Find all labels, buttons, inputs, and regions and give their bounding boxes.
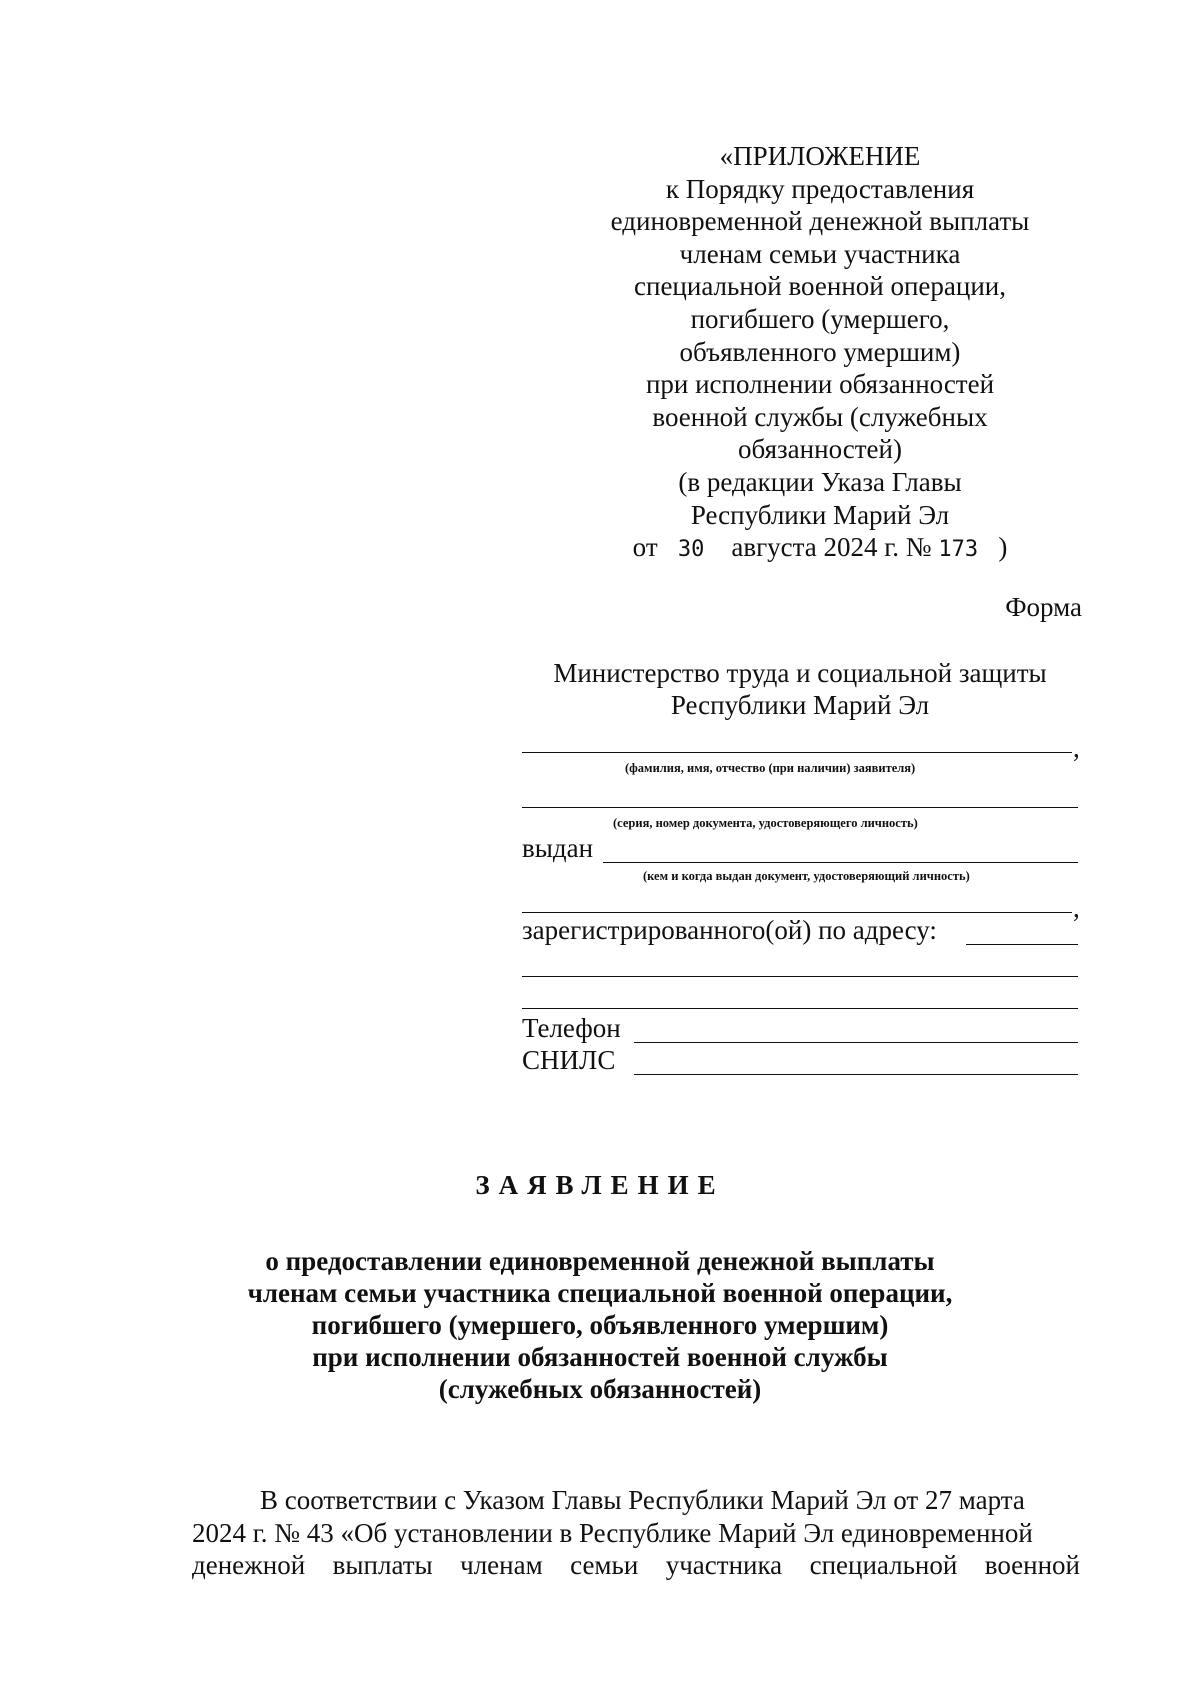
snils-label: СНИЛС <box>522 1045 616 1075</box>
fio-input-line[interactable] <box>522 752 1072 753</box>
issued-caption: (кем и когда выдан документ, удостоверяющий личность) <box>643 869 970 883</box>
subtitle-line: при исполнении обязанностей военной службы <box>312 1342 888 1372</box>
issued-continued-line[interactable] <box>522 912 1072 913</box>
statement-subtitle <box>100 1245 1100 1405</box>
appendix-line: при исполнении обязанностей <box>645 369 995 400</box>
document-caption: (серия, номер документа, удостоверяющего личность) <box>613 816 918 830</box>
subtitle-line: (служебных обязанностей) <box>438 1374 762 1404</box>
date-prefix: от <box>632 532 658 563</box>
fio-caption: (фамилия, имя, отчество (при наличии) заявителя) <box>625 761 916 775</box>
ministry-line: Министерство труда и социальной защиты <box>553 658 1047 688</box>
appendix-line: членам семьи участника <box>679 238 961 269</box>
appendix-line: к Порядку предоставления <box>665 173 975 204</box>
form-label: Форма <box>1005 592 1082 622</box>
date-middle: августа 2024 г. № <box>731 532 932 563</box>
body-line: В соответствии с Указом Главы Республики Марий Эл от 27 марта <box>260 1485 1025 1515</box>
appendix-line: обязанностей) <box>738 434 902 465</box>
phone-label: Телефон <box>522 1013 621 1043</box>
appendix-header <box>560 140 1080 567</box>
issued-label: выдан <box>522 833 594 863</box>
address-input-line[interactable] <box>966 944 1078 945</box>
document-input-line[interactable] <box>522 807 1078 808</box>
subtitle-line: о предоставлении единовременной денежной выплаты <box>265 1246 935 1276</box>
snils-input-line[interactable] <box>634 1074 1078 1075</box>
address-input-line-3[interactable] <box>522 1008 1078 1009</box>
appendix-line: специальной военной операции, <box>634 271 1006 302</box>
body-line: денежной выплаты членам семьи участника специальной военной <box>192 1550 1080 1580</box>
issued-comma: , <box>1073 893 1080 923</box>
subtitle-line: членам семьи участника специальной военной операции, <box>247 1278 953 1308</box>
subtitle-line: погибшего (умершего, объявленного умершим) <box>311 1310 889 1340</box>
appendix-line: Республики Марий Эл <box>690 499 950 530</box>
address-input-line-2[interactable] <box>522 976 1078 977</box>
issued-input-line[interactable] <box>603 862 1078 863</box>
appendix-line: (в редакции Указа Главы <box>678 466 962 497</box>
fio-comma: , <box>1073 733 1080 763</box>
appendix-line: погибшего (умершего, <box>690 303 950 334</box>
phone-input-line[interactable] <box>634 1042 1078 1043</box>
body-paragraph <box>192 1484 1080 1582</box>
appendix-line: объявленного умершим) <box>679 336 961 367</box>
ministry-line: Республики Марий Эл <box>670 690 930 720</box>
body-line: 2024 г. № 43 «Об установлении в Республике Марий Эл единовременной <box>192 1517 1033 1548</box>
date-number: 173 <box>938 537 979 563</box>
appendix-line: военной службы (служебных <box>652 401 988 432</box>
date-suffix: ) <box>998 532 1008 563</box>
statement-title: ЗАЯВЛЕНИЕ <box>475 1170 725 1200</box>
date-day: 30 <box>677 537 705 563</box>
appendix-line: «ПРИЛОЖЕНИЕ <box>719 141 921 171</box>
appendix-line: единовременной денежной выплаты <box>610 206 1030 237</box>
registered-label: зарегистрированного(ой) по адресу: <box>522 915 937 945</box>
appendix-date-line <box>560 531 1080 567</box>
ministry-addressee <box>520 657 1080 721</box>
